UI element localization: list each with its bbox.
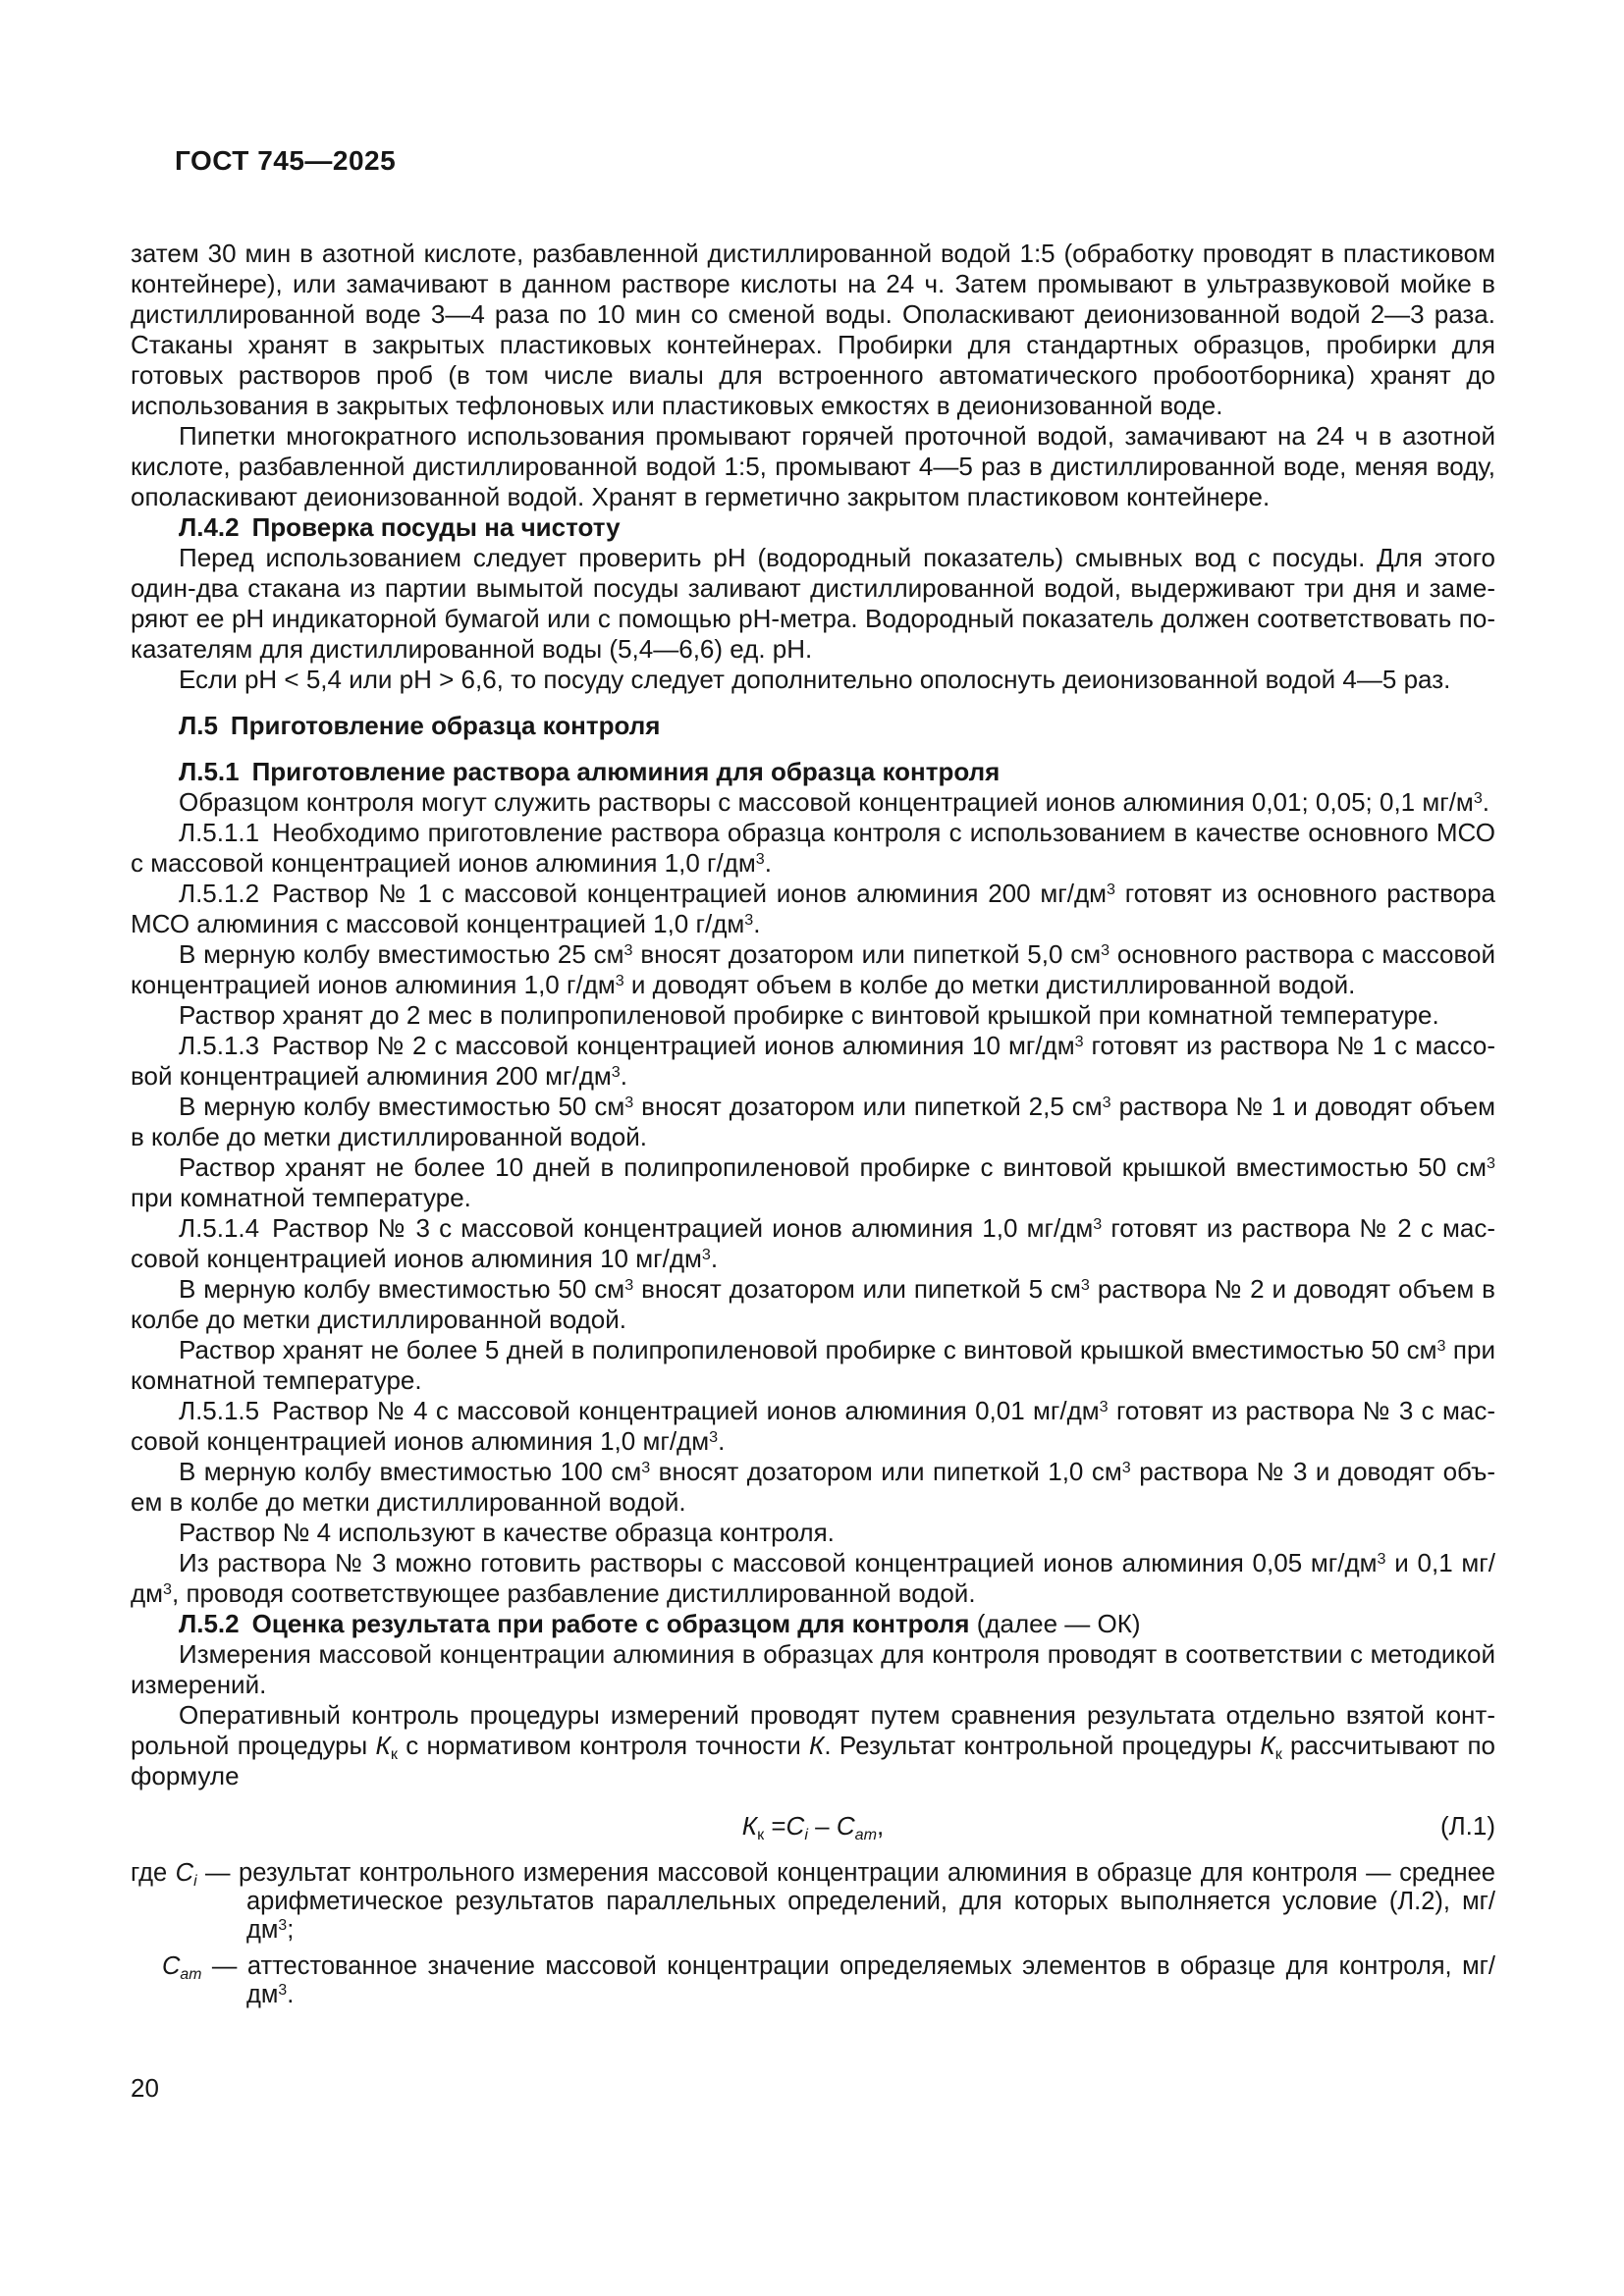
formula-number: (Л.1) (1439, 1811, 1495, 1841)
para-control-sample-solutions: Образцом контроля могут служить растворы с массовой концентрацией ионов алюминия 0,01; 0,05; 0,1 $мг/м^3$. (179, 787, 1490, 817)
para-pipettes: Пипетки многократного использования промывают горячей проточной водой, замачивают на 24 ч в азотной кислоте, разбавленной дистиллированной водой 1:5, промывают 4—5 раз в дистиллированной воде, меняя воду, ополаскивают деионизованной водой. Хранят в герметично закрытом пластиковом контейнере. (131, 421, 1495, 511)
para-flask-25: В мерную колбу вместимостью 25 $см^3$ вносят дозатором или пипеткой 5,0 $см^3$ основного раствора с массовой концентрацией ионов алюминия 1,0 $г/дм^3$ и доводят объем в колбе до метки дистиллированной водой. (131, 939, 1495, 999)
formula-l-1 (131, 1811, 1495, 1842)
page-number: 20 (131, 2073, 159, 2103)
definition-cat: $С_{ат}$ — аттестованное значение массовой концентрации определяемых элементов в образце для контроля, $мг/дм^3$. (162, 1952, 1495, 2008)
heading-l-5-2: Л.5.2 Оценка результата при работе с образцом для контроля (далее — ОК) (179, 1609, 1141, 1638)
para-solution-4-use: Раствор № 4 используют в качестве образца контроля. (179, 1518, 835, 1547)
heading-l-5: Л.5 Приготовление образца контроля (179, 711, 661, 740)
para-storage-5-days: Раствор хранят не более 5 дней в полипропиленовой пробирке с винтовой крышкой вместимостью 50 $см^3$ при комнатной температуре. (131, 1335, 1495, 1395)
para-flask-100: В мерную колбу вместимостью 100 $см^3$ вносят дозатором или пипеткой 1,0 $см^3$ раствора № 3 и доводят объем в колбе до метки дистиллированной водой. (131, 1457, 1495, 1517)
para-l-5-1-4: Л.5.1.4 Раствор № 3 с массовой концентрацией ионов алюминия 1,0 $мг/дм^3$ готовят из раствора № 2 с массовой концентрацией ионов алюминия 10 $мг/дм^3$. (131, 1213, 1495, 1273)
heading-l-4-2: Л.4.2 Проверка посуды на чистоту (179, 512, 621, 542)
para-storage-2-months: Раствор хранят до 2 мес в полипропиленовой пробирке с винтовой крышкой при комнатной температуре. (179, 1000, 1439, 1030)
para-l-5-1-2: Л.5.1.2 Раствор № 1 с массовой концентрацией ионов алюминия 200 $мг/дм^3$ готовят из основного раствора МСО алюминия с массовой концентрацией 1,0 $г/дм^3$. (131, 879, 1495, 938)
para-l-5-1-5: Л.5.1.5 Раствор № 4 с массовой концентрацией ионов алюминия 0,01 $мг/дм^3$ готовят из раствора № 3 с массовой концентрацией ионов алюминия 1,0 $мг/дм^3$. (131, 1396, 1496, 1456)
para-dilutions: Из раствора № 3 можно готовить растворы с массовой концентрацией ионов алюминия 0,05 $мг/дм^3$ и 0,1 $мг/дм^3$, проводя соответствующее разбавление дистиллированной водой. (131, 1548, 1495, 1608)
formula-expression: $К_к =С_i - С_{ат}$, (741, 1811, 885, 1843)
para-ph-check: Перед использованием следует проверить pH (водородный показатель) смывных вод с посуды. Для этого один-два стакана из партии вымытой посуды заливают дистиллированной водой, выдерживают три дня и замеряют ее pH индикаторной бумагой или с помощью pH-метра. Водородный показатель должен соответствовать показателям для дистиллированной воды (5,4—6,6) ед. pH. (131, 543, 1495, 664)
para-washing-continuation: затем 30 мин в азотной кислоте, разбавленной дистиллированной водой 1:5 (обработку проводят в пластиковом контейнере), или замачивают в данном растворе кислоты на 24 ч. Затем промывают в ультразвуковой мойке в дистиллированной воде 3—4 раза по 10 мин со сменой воды. Ополаскивают деионизованной водой 2—3 раза. Стаканы хранят в закрытых пластиковых контейнерах. Пробирки для стандартных образцов, пробирки для готовых растворов проб (в том числе виалы для встроенного автоматического пробоотборника) хранят до использования в закрытых тефлоновых или пластиковых емкостях в деионизованной воде. (131, 239, 1495, 420)
page-header-gost-number: ГОСТ 745—2025 (175, 145, 397, 176)
para-l-5-1-3: Л.5.1.3 Раствор № 2 с массовой концентрацией ионов алюминия 10 $мг/дм^3$ готовят из раствора № 1 с массовой концентрацией алюминия 200 $мг/дм^3$. (131, 1031, 1495, 1091)
para-flask-50-b: В мерную колбу вместимостью 50 $см^3$ вносят дозатором или пипеткой 5 $см^3$ раствора № 2 и доводят объем в колбе до метки дистиллированной водой. (131, 1274, 1495, 1334)
definition-ci: где $С_i$ — результат контрольного измерения массовой концентрации алюминия в образце для контроля — среднее арифметическое результатов параллельных определений, для которых выполняется условие (Л.2), $мг/дм^3$; (131, 1859, 1495, 1944)
para-measurements: Измерения массовой концентрации алюминия в образцах для контроля проводят в соответствии с методикой измерений. (131, 1639, 1495, 1699)
para-l-5-1-1: Л.5.1.1 Необходимо приготовление раствора образца контроля с использованием в качестве основного МСО с массовой концентрацией ионов алюминия 1,0 $г/дм^3$. (131, 818, 1495, 878)
para-operative-control: Оперативный контроль процедуры измерений проводят путем сравнения результата отдельно взятой контрольной процедуры $К_к$ с нормативом контроля точности К. Результат контрольной процедуры $К_к$ рассчитывают по формуле (131, 1700, 1495, 1790)
para-flask-50-a: В мерную колбу вместимостью 50 $см^3$ вносят дозатором или пипеткой 2,5 $см^3$ раствора № 1 и доводят объем в колбе до метки дистиллированной водой. (131, 1092, 1496, 1151)
heading-l-5-1: Л.5.1 Приготовление раствора алюминия для образца контроля (179, 757, 1001, 786)
para-ph-condition: Если pH < 5,4 или pH > 6,6, то посуду следует дополнительно ополоснуть деионизованной водой 4—5 раз. (179, 665, 1451, 694)
document-body (131, 239, 1495, 2009)
para-storage-10-days: Раствор хранят не более 10 дней в полипропиленовой пробирке с винтовой крышкой вместимостью 50 $см^3$ при комнатной температуре. (131, 1152, 1495, 1212)
